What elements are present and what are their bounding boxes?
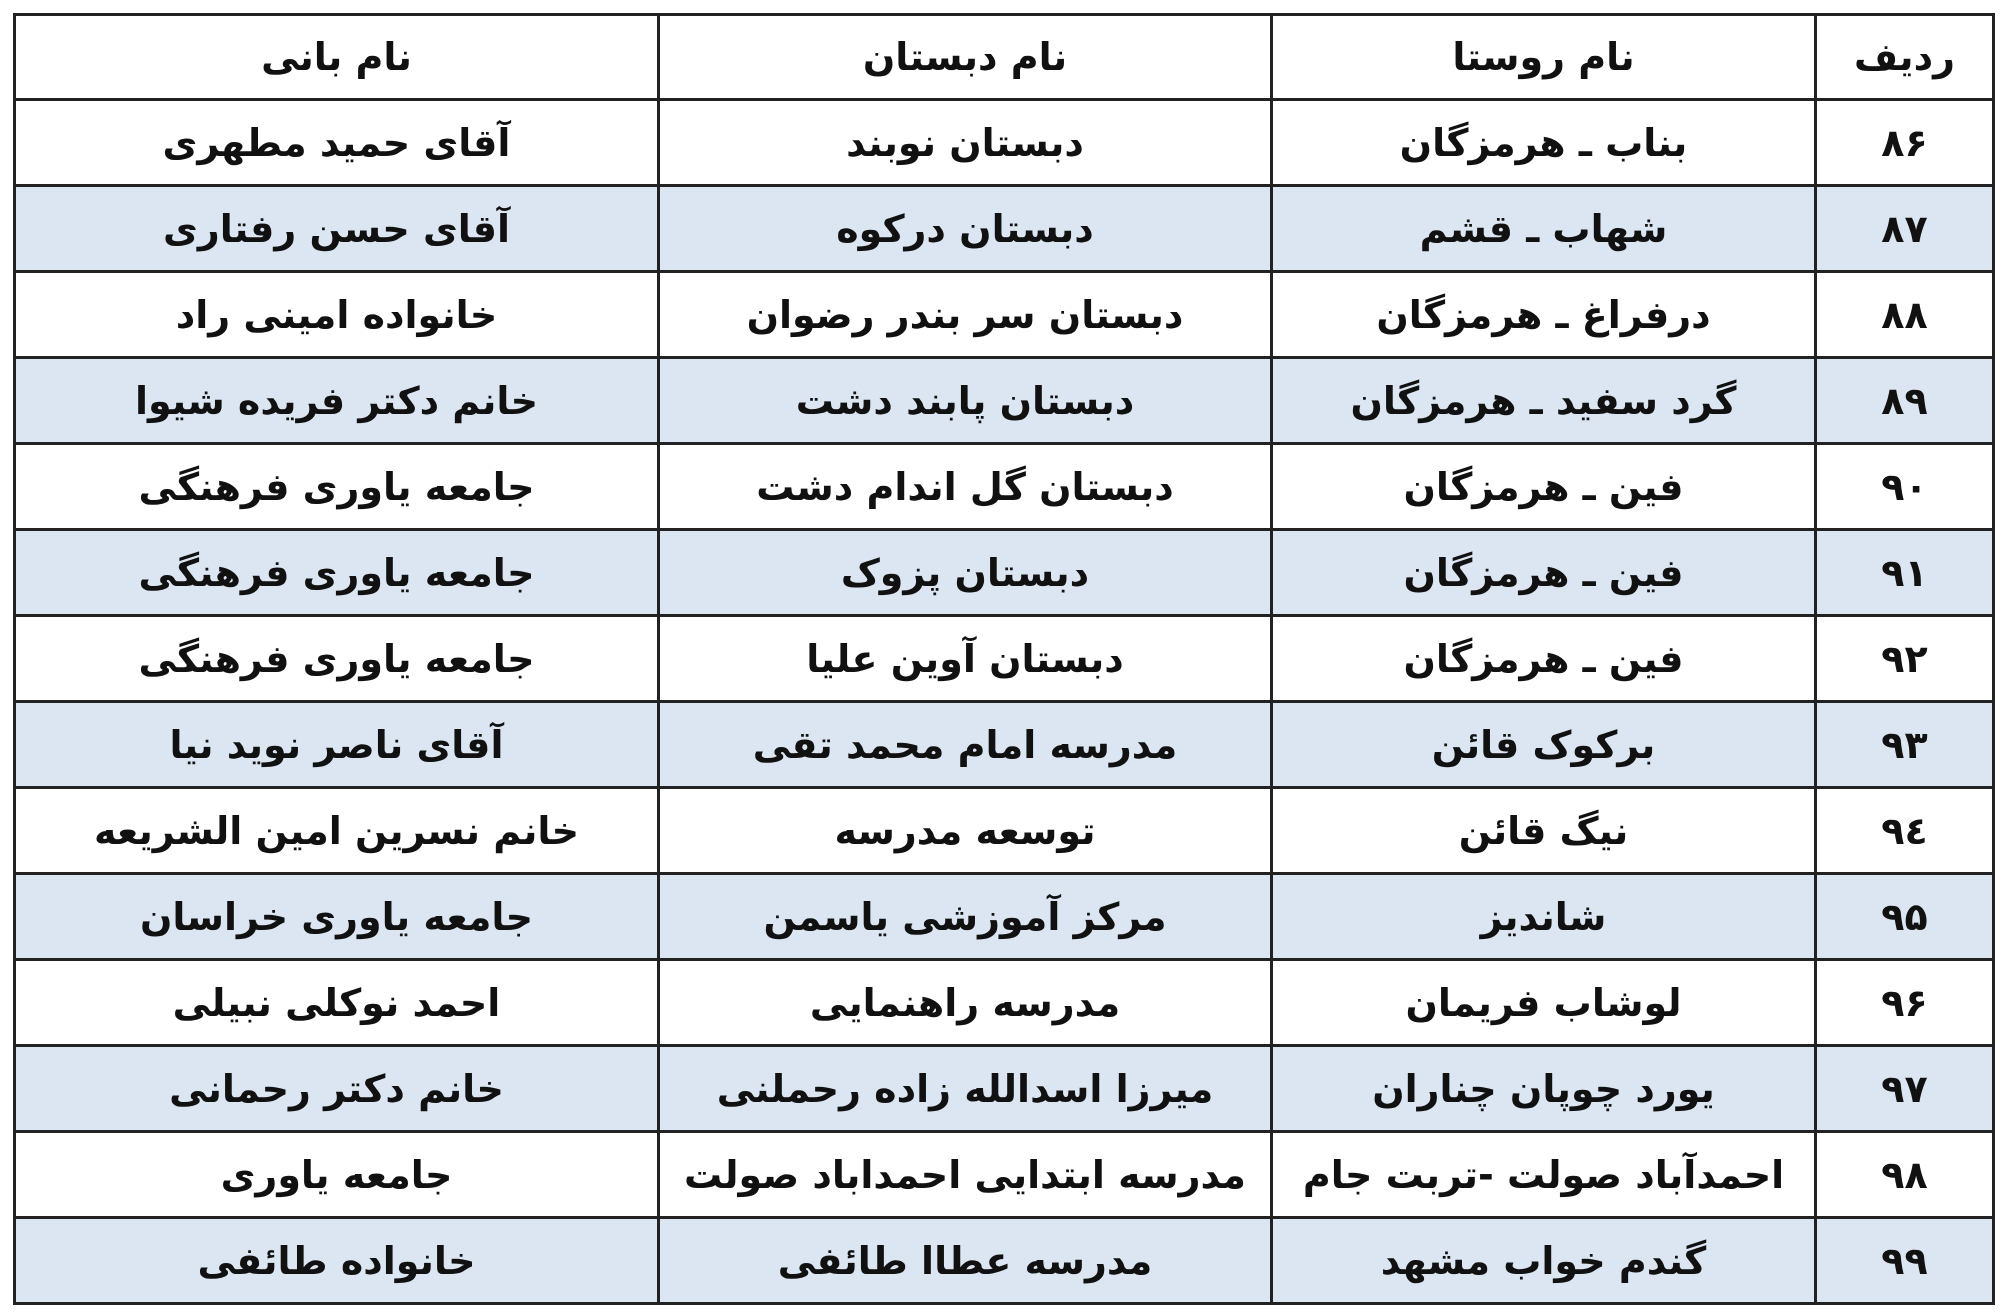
- cell-founder: خانواده طائفی: [15, 1218, 659, 1304]
- cell-index: ۹۸: [1816, 1132, 1994, 1218]
- cell-village: شاندیز: [1272, 874, 1816, 960]
- cell-school: توسعه مدرسه: [659, 788, 1272, 874]
- cell-index: ۹۶: [1816, 960, 1994, 1046]
- cell-school: مرکز آموزشی یاسمن: [659, 874, 1272, 960]
- cell-index: ۹۲: [1816, 616, 1994, 702]
- cell-school: دبستان درکوه: [659, 186, 1272, 272]
- cell-index: ۹۱: [1816, 530, 1994, 616]
- table-row: [15, 616, 1994, 702]
- cell-school: دبستان پابند دشت: [659, 358, 1272, 444]
- cell-village: نیگ قائن: [1272, 788, 1816, 874]
- cell-village: گندم خواب مشهد: [1272, 1218, 1816, 1304]
- cell-index: ۹۳: [1816, 702, 1994, 788]
- table-header-row: [15, 15, 1994, 100]
- table-row: [15, 1218, 1994, 1304]
- cell-school: مدرسه راهنمایی: [659, 960, 1272, 1046]
- cell-founder: آقای حسن رفتاری: [15, 186, 659, 272]
- donor-table: [13, 13, 1995, 1305]
- donor-table-container: [13, 13, 1992, 1300]
- table-row: [15, 960, 1994, 1046]
- cell-school: مدرسه عطاا طائفی: [659, 1218, 1272, 1304]
- header-school: نام دبستان: [659, 15, 1272, 100]
- cell-village: درفراغ ـ هرمزگان: [1272, 272, 1816, 358]
- cell-village: فین ـ هرمزگان: [1272, 530, 1816, 616]
- cell-founder: جامعه یاوری فرهنگی: [15, 616, 659, 702]
- table-row: [15, 358, 1994, 444]
- cell-village: یورد چوپان چناران: [1272, 1046, 1816, 1132]
- cell-school: مدرسه ابتدایی احمداباد صولت: [659, 1132, 1272, 1218]
- cell-founder: خانم نسرین امین الشریعه: [15, 788, 659, 874]
- table-row: [15, 874, 1994, 960]
- cell-founder: جامعه یاوری خراسان: [15, 874, 659, 960]
- cell-village: لوشاب فریمان: [1272, 960, 1816, 1046]
- cell-village: شهاب ـ قشم: [1272, 186, 1816, 272]
- cell-founder: جامعه یاوری فرهنگی: [15, 444, 659, 530]
- cell-school: دبستان سر بندر رضوان: [659, 272, 1272, 358]
- table-row: [15, 702, 1994, 788]
- cell-index: ۹۷: [1816, 1046, 1994, 1132]
- header-founder: نام بانی: [15, 15, 659, 100]
- header-village: نام روستا: [1272, 15, 1816, 100]
- cell-founder: جامعه یاوری: [15, 1132, 659, 1218]
- table-row: [15, 1046, 1994, 1132]
- cell-village: احمدآباد صولت -تربت جام: [1272, 1132, 1816, 1218]
- cell-school: دبستان گل اندام دشت: [659, 444, 1272, 530]
- cell-village: برکوک قائن: [1272, 702, 1816, 788]
- cell-index: ۹۰: [1816, 444, 1994, 530]
- cell-index: ۸۶: [1816, 100, 1994, 186]
- cell-founder: جامعه یاوری فرهنگی: [15, 530, 659, 616]
- cell-village: فین ـ هرمزگان: [1272, 444, 1816, 530]
- cell-school: مدرسه امام محمد تقی: [659, 702, 1272, 788]
- cell-village: گرد سفید ـ هرمزگان: [1272, 358, 1816, 444]
- cell-index: ۸۷: [1816, 186, 1994, 272]
- cell-school: دبستان آوین علیا: [659, 616, 1272, 702]
- table-row: [15, 1132, 1994, 1218]
- cell-village: فین ـ هرمزگان: [1272, 616, 1816, 702]
- cell-index: ۹۹: [1816, 1218, 1994, 1304]
- cell-index: ۹٤: [1816, 788, 1994, 874]
- cell-founder: احمد نوکلی نبیلی: [15, 960, 659, 1046]
- table-row: [15, 530, 1994, 616]
- cell-village: بناب ـ هرمزگان: [1272, 100, 1816, 186]
- cell-index: ۹۵: [1816, 874, 1994, 960]
- table-row: [15, 100, 1994, 186]
- cell-index: ۸۸: [1816, 272, 1994, 358]
- cell-founder: خانم دکتر فریده شیوا: [15, 358, 659, 444]
- cell-school: دبستان پزوک: [659, 530, 1272, 616]
- cell-index: ۸۹: [1816, 358, 1994, 444]
- table-row: [15, 272, 1994, 358]
- table-row: [15, 444, 1994, 530]
- cell-school: دبستان نوبند: [659, 100, 1272, 186]
- cell-school: میرزا اسدالله زاده رحملنی: [659, 1046, 1272, 1132]
- cell-founder: آقای حمید مطهری: [15, 100, 659, 186]
- cell-founder: خانواده امینی راد: [15, 272, 659, 358]
- table-row: [15, 186, 1994, 272]
- header-index: ردیف: [1816, 15, 1994, 100]
- table-row: [15, 788, 1994, 874]
- cell-founder: خانم دکتر رحمانی: [15, 1046, 659, 1132]
- cell-founder: آقای ناصر نوید نیا: [15, 702, 659, 788]
